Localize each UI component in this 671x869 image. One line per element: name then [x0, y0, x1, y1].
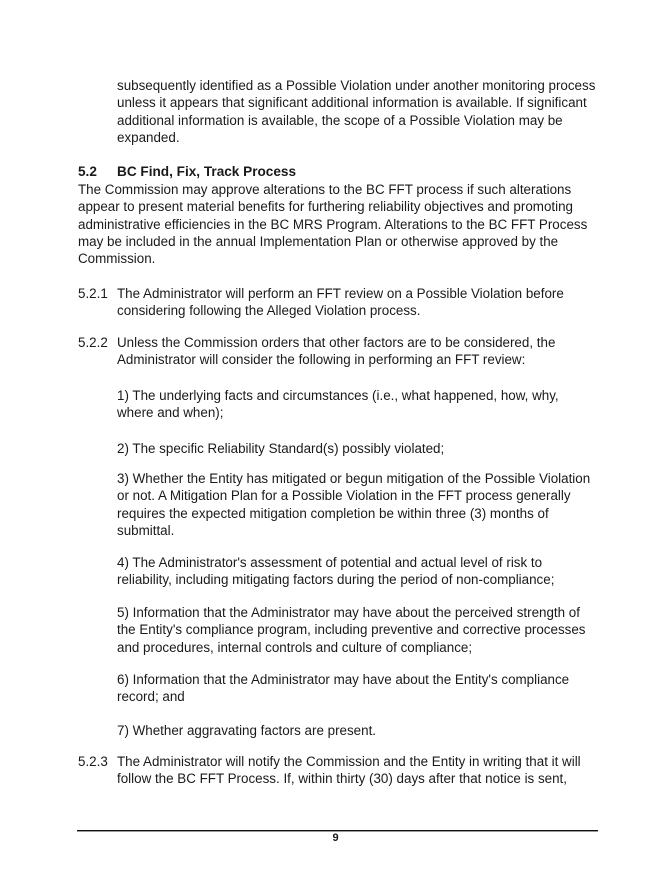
subsection-text: The Administrator will notify the Commission and the Entity in writing that it will follow the BC FFT Process. If, within thirty (30) days after that notice is sent, — [117, 754, 581, 787]
subsection-number: 5.2.2 — [78, 335, 108, 350]
section-intro-paragraph: The Commission may approve alterations to the BC FFT process if such alterations appear to present material benefits for furthering reliability objectives and promoting administrative efficiencies in the BC MRS Program. Alterations to the BC FFT Process may be included in the annual Implementation Plan or otherwise approved by the Commission. — [78, 182, 588, 267]
subsection-number: 5.2.1 — [78, 286, 108, 301]
factor-item-3: 3) Whether the Entity has mitigated or begun mitigation of the Possible Violation or not. A Mitigation Plan for a Possible Violation in the FFT process generally requires the expected mitigation completion be within three (3) months of submittal. — [117, 471, 591, 538]
section-title: BC Find, Fix, Track Process — [117, 164, 297, 179]
subsection-5-2-2 — [78, 334, 598, 369]
section-heading — [78, 163, 296, 180]
factor-item-6: 6) Information that the Administrator may have about the Entity's compliance record; and — [117, 672, 570, 705]
subsection-text: The Administrator will perform an FFT review on a Possible Violation before considering following the Alleged Violation process. — [117, 286, 564, 319]
factor-item-7: 7) Whether aggravating factors are present. — [117, 723, 377, 738]
factor-item-1: 1) The underlying facts and circumstances (i.e., what happened, how, why, where and when); — [117, 388, 559, 421]
subsection-number: 5.2.3 — [78, 754, 108, 769]
factor-item-4: 4) The Administrator's assessment of potential and actual level of risk to reliability, including mitigating factors during the period of non-compliance; — [117, 555, 555, 588]
continuation-paragraph: subsequently identified as a Possible Violation under another monitoring process unless it appears that significant additional information is available. If significant additional information is available, the scope of a Possible Violation may be expanded. — [117, 78, 596, 145]
section-number: 5.2 — [78, 164, 97, 179]
subsection-text: Unless the Commission orders that other factors are to be considered, the Administrator will consider the following in performing an FFT review: — [117, 335, 556, 368]
page-number: 9 — [332, 832, 339, 844]
subsection-5-2-3 — [78, 753, 598, 788]
factor-item-5: 5) Information that the Administrator may have about the perceived strength of the Entity's compliance program, including preventive and corrective processes and procedures, internal controls and culture of compliance; — [117, 605, 586, 655]
subsection-5-2-1 — [78, 285, 598, 320]
factor-item-2: 2) The specific Reliability Standard(s) possibly violated; — [117, 441, 445, 456]
